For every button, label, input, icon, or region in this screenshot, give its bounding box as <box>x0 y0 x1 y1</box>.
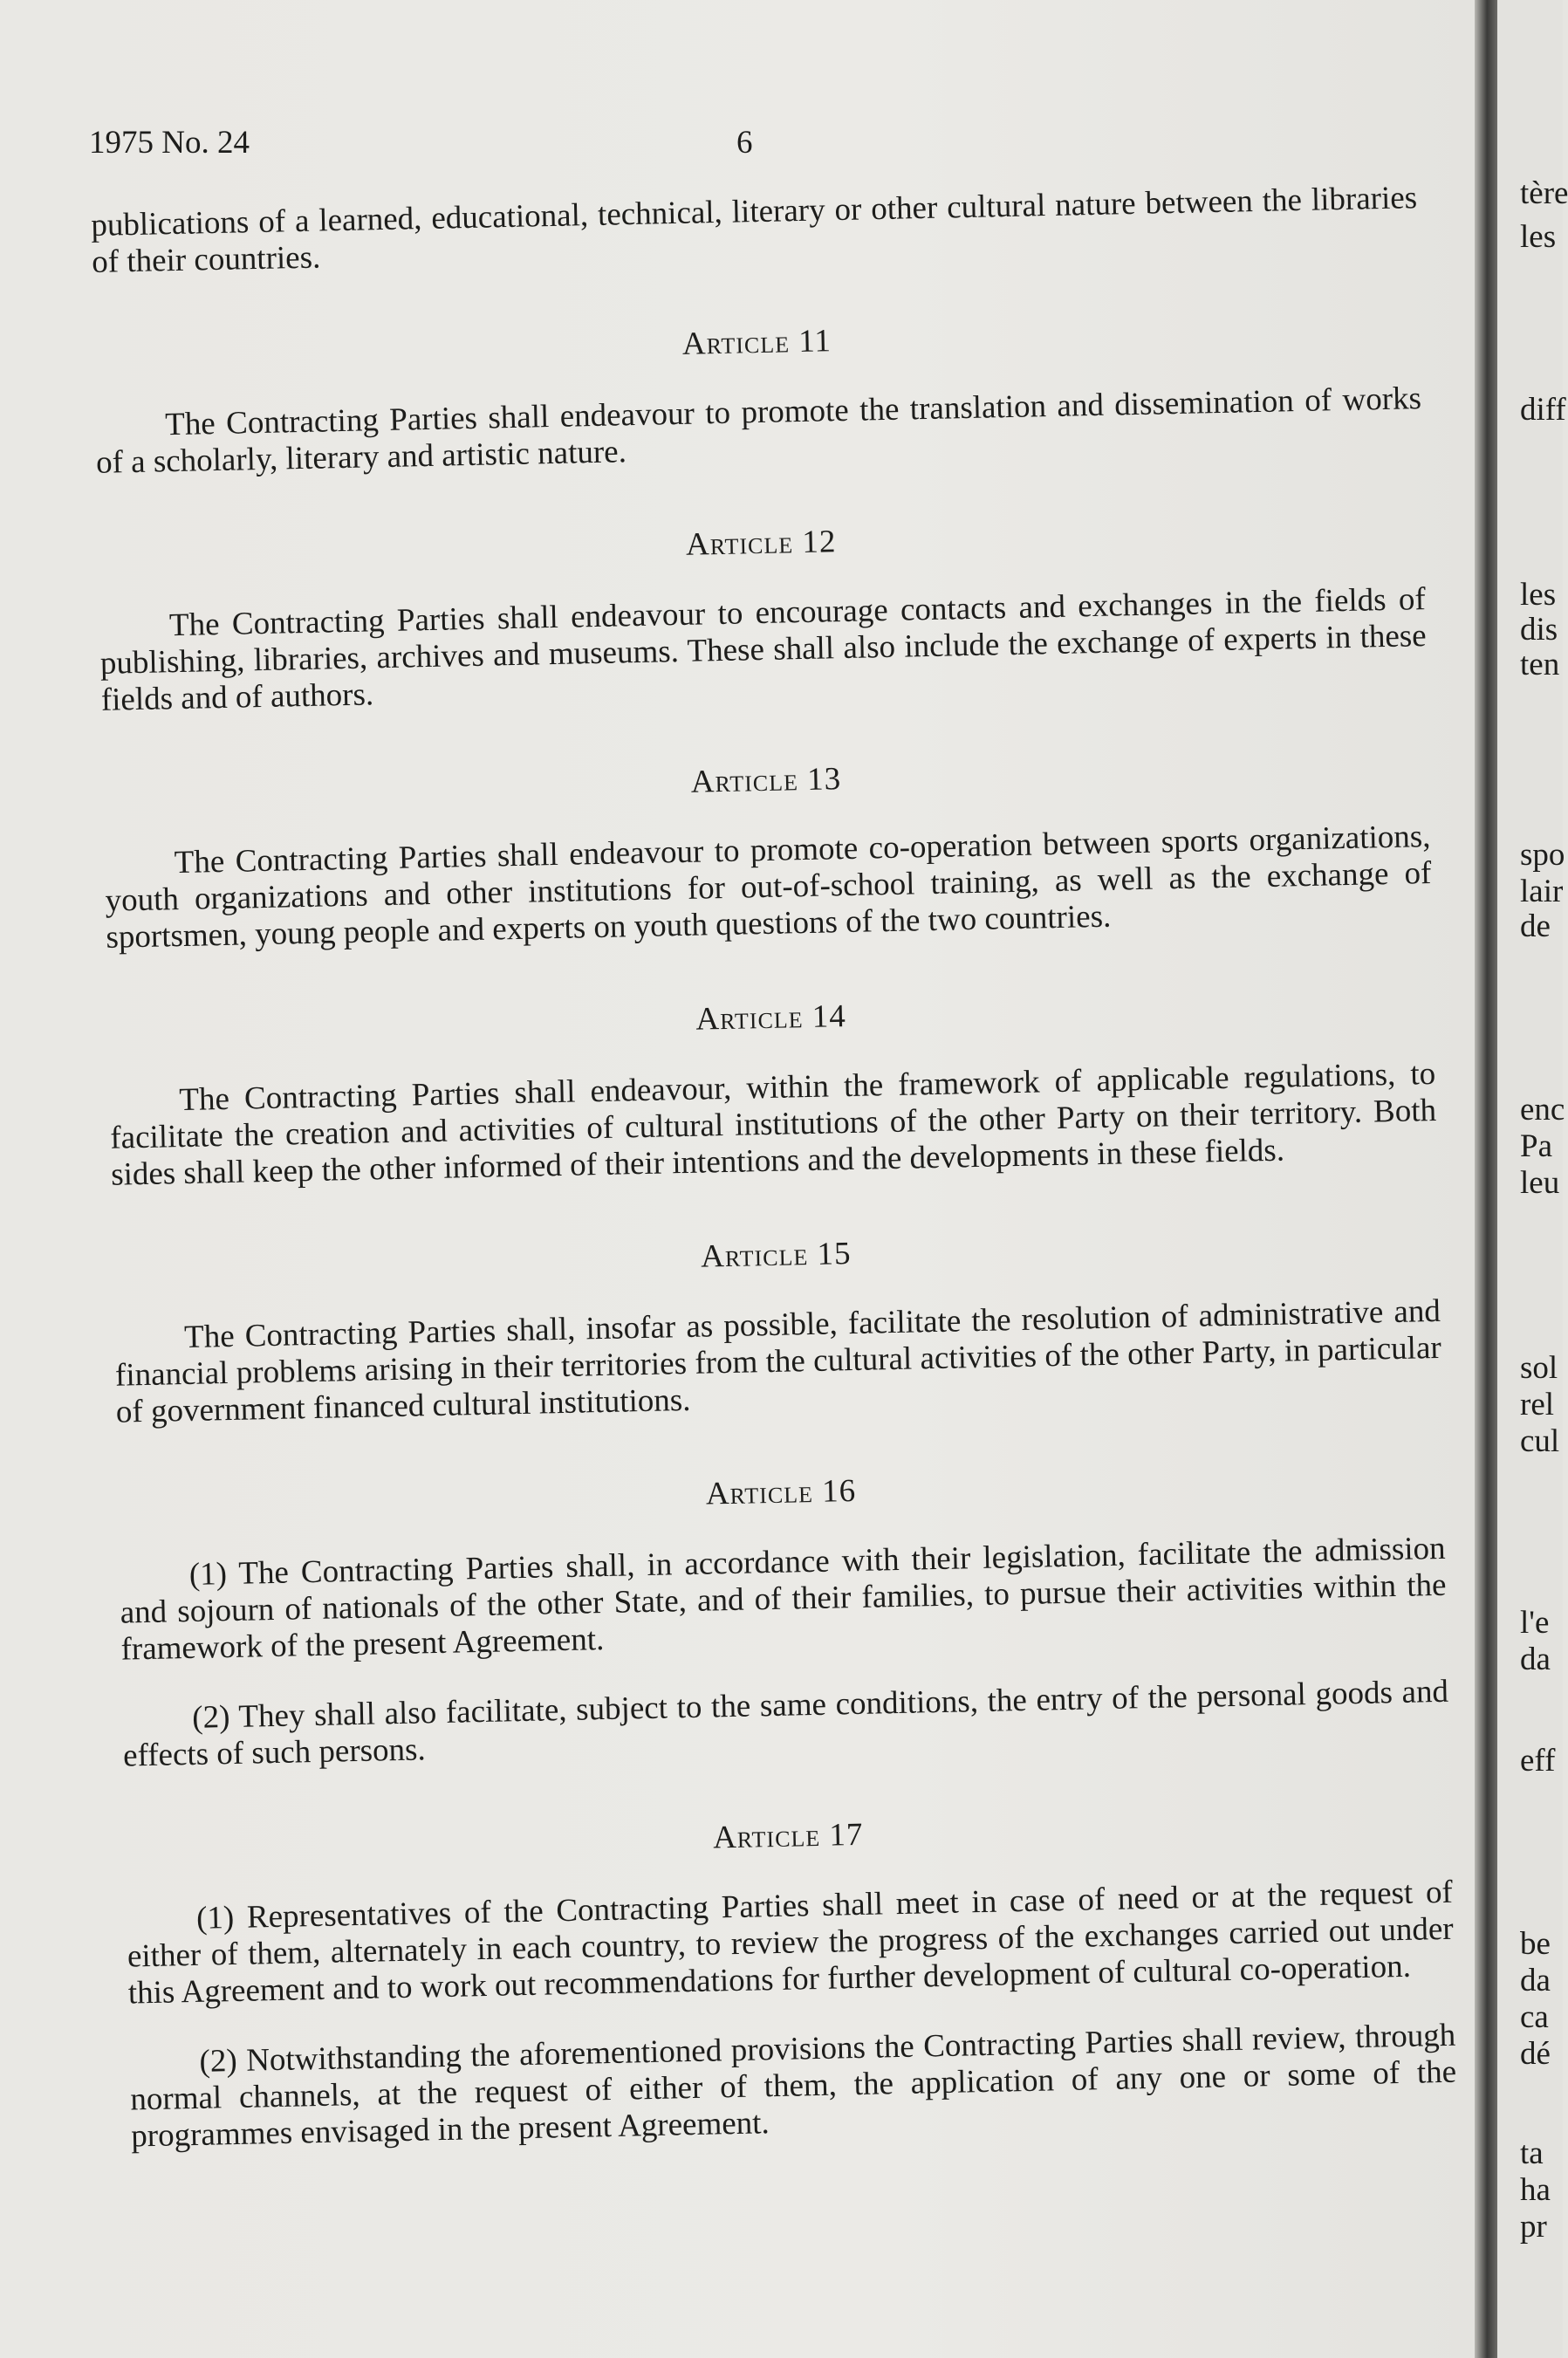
article-heading: Article 16 <box>705 1472 857 1512</box>
facing-page-fragment: diff <box>1520 392 1566 428</box>
facing-page-fragment: cul <box>1520 1423 1560 1459</box>
facing-page-fragment: dis <box>1520 612 1558 648</box>
article-heading: Article 15 <box>700 1236 852 1275</box>
document-body <box>91 180 1457 2155</box>
article-paragraph: The Contracting Parties shall endeavour to promote the translation and dissemination of works of a scholarly, literary and artistic nature. <box>95 380 1422 481</box>
facing-page-fragment: dé <box>1520 2036 1551 2072</box>
article-heading: Article 11 <box>681 323 832 362</box>
article-13 <box>103 749 1433 956</box>
book-gutter <box>1475 0 1497 2358</box>
article-14 <box>107 986 1437 1194</box>
article-16 <box>118 1461 1450 1775</box>
facing-page-fragment: ta <box>1520 2135 1544 2171</box>
article-paragraph: The Contracting Parties shall endeavour to encourage contacts and exchanges in the fields of publishing, libraries, archives and museums. These shall also include the exchange of experts in these fields and of authors. <box>99 581 1428 718</box>
facing-page-fragment: pr <box>1520 2209 1547 2245</box>
facing-page-fragment: l'e <box>1520 1605 1550 1641</box>
facing-page-fragment: ha <box>1520 2172 1551 2208</box>
article-17 <box>125 1805 1457 2156</box>
article-heading: Article 14 <box>695 998 847 1038</box>
article-paragraph: (2) They shall also facilitate, subject to the same conditions, the entry of the personal goods and effects of such persons. <box>122 1673 1449 1774</box>
facing-page-fragment: eff <box>1520 1743 1556 1779</box>
article-12 <box>98 511 1428 719</box>
facing-page-fragment: lair <box>1520 874 1564 909</box>
facing-page-fragment: leu <box>1520 1165 1560 1201</box>
article-heading: Article 12 <box>685 524 837 563</box>
facing-page-fragment: Pa <box>1520 1128 1552 1164</box>
facing-page-edge <box>1497 0 1568 2358</box>
facing-page-fragment: be <box>1520 1926 1551 1962</box>
facing-page-fragment: da <box>1520 1642 1551 1677</box>
facing-page-fragment: tère <box>1520 175 1568 211</box>
facing-page-fragment: spo <box>1520 837 1565 873</box>
article-heading: Article 13 <box>690 761 842 800</box>
facing-page-fragment: da <box>1520 1963 1551 1998</box>
article-paragraph: The Contracting Parties shall endeavour, within the framework of applicable regulations, to facilitate the creation and activities of cultural institutions of the other Party on their territory. Both sides shall keep the other informed of their intentions and the developments in these fields. <box>109 1055 1437 1193</box>
facing-page-fragment: rel <box>1520 1387 1555 1422</box>
article-paragraph: (1) The Contracting Parties shall, in accordance with their legislation, facilitate the admission and sojourn of nationals of the other State, and of their families, to pursue their activities within the framework of the present Agreement. <box>120 1530 1447 1668</box>
page-number: 6 <box>736 125 753 161</box>
facing-page-fragment: sol <box>1520 1350 1558 1386</box>
article-paragraph: (1) Representatives of the Contracting Parties shall meet in case of need or at the request of either of them, alternately in each country, to review the progress of the exchanges carried out under this Agreement and to work out recommendations for further development of cultural co-operation. <box>127 1874 1455 2012</box>
article-paragraph: (2) Notwithstanding the aforementioned provisions the Contracting Parties shall review, through normal channels, at the request of either of them, the application of any one or some of the programmes envisaged in the present Agreement. <box>129 2017 1457 2155</box>
facing-page-fragment: de <box>1520 908 1551 944</box>
article-15 <box>113 1224 1442 1431</box>
article-heading: Article 17 <box>712 1816 864 1856</box>
intro-paragraph: publications of a learned, educational, technical, literary or other cultural nature between the libraries of their countries. <box>91 180 1418 280</box>
article-paragraph: The Contracting Parties shall endeavour to promote co-operation between sports organizations, youth organizations and other institutions for out-of-school training, as well as the exchange of sportsmen, young people and experts on youth questions of the two countries. <box>105 819 1432 956</box>
article-paragraph: The Contracting Parties shall, insofar as possible, facilitate the resolution of administrative and financial problems arising in their territories from the cultural activities of the other Party, in particular of government financed cultural institutions. <box>114 1292 1442 1430</box>
facing-page-fragment: ten <box>1520 647 1560 682</box>
facing-page-fragment: les <box>1520 577 1557 613</box>
document-number: 1975 No. 24 <box>89 125 250 161</box>
facing-page-fragment: enc <box>1520 1092 1565 1128</box>
facing-page-fragment: les <box>1520 219 1557 255</box>
facing-page-fragment: ca <box>1520 1999 1549 2035</box>
article-11 <box>93 311 1422 482</box>
